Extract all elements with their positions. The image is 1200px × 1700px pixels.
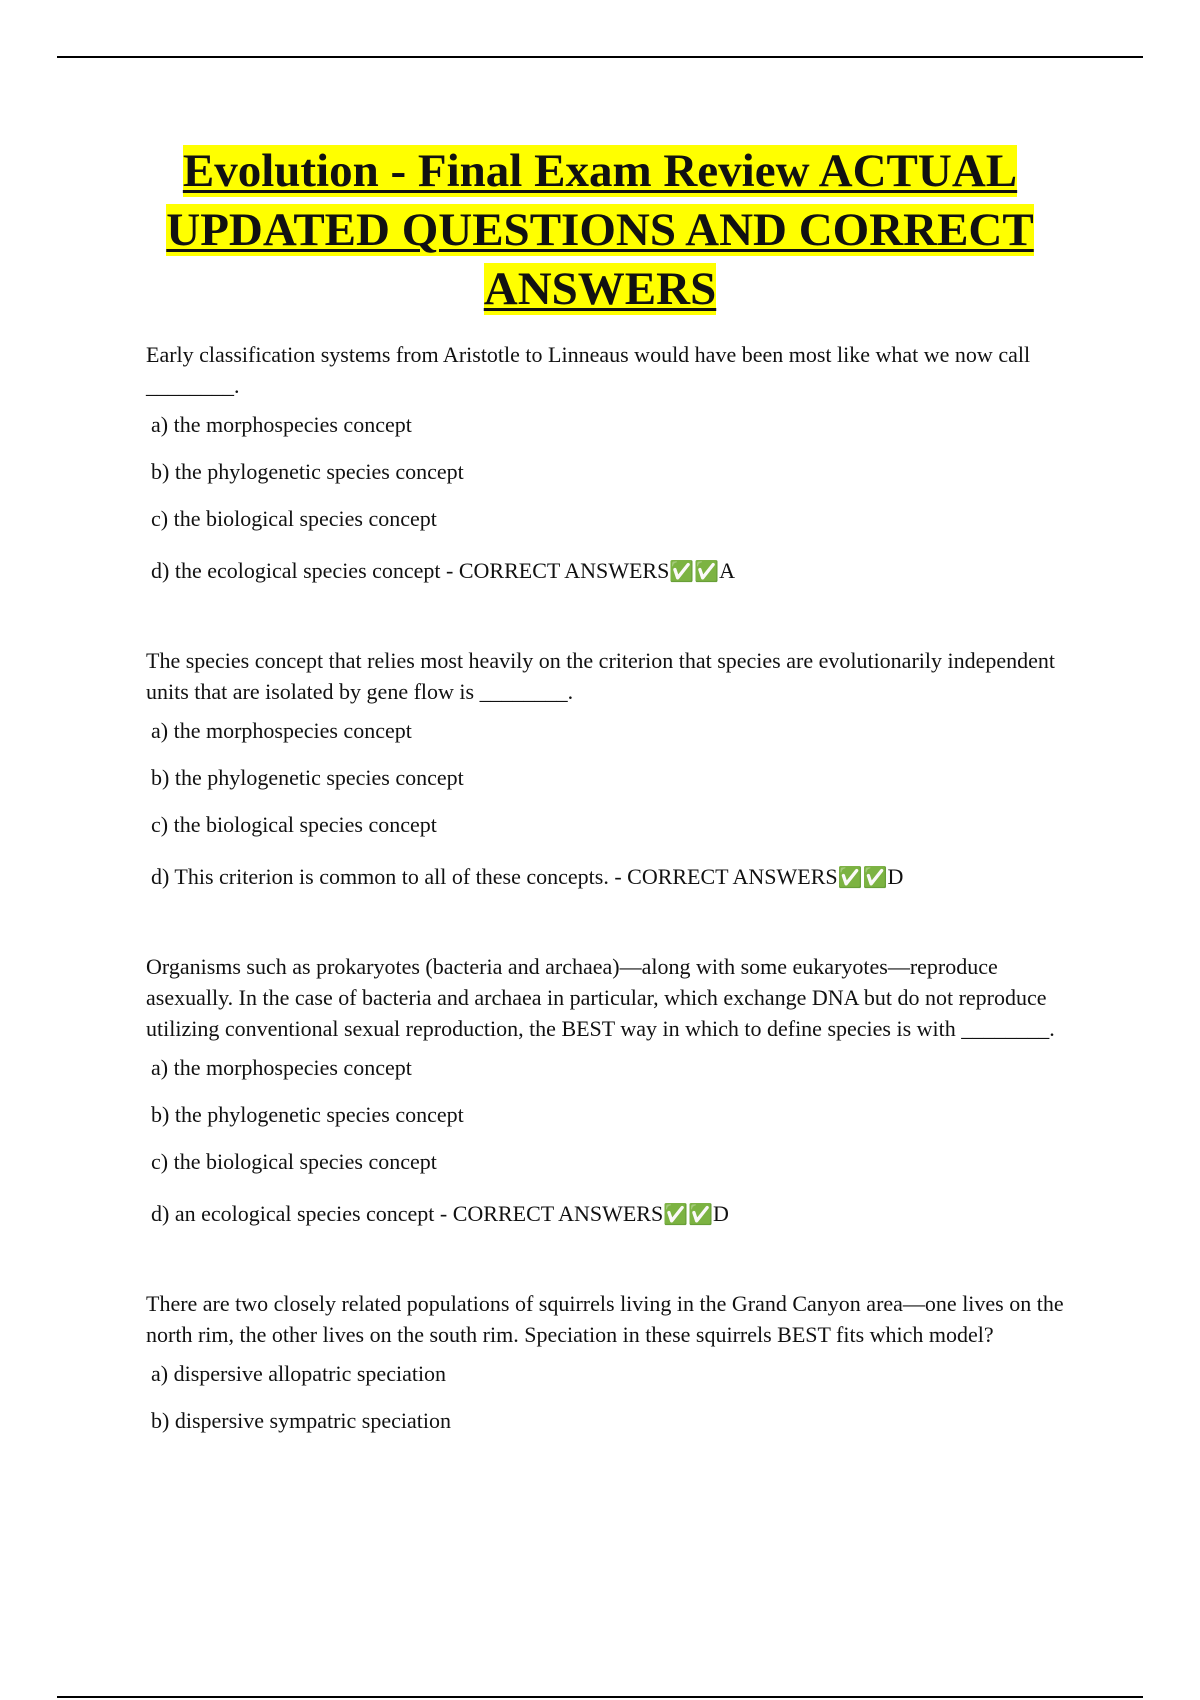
title-line-1: Evolution - Final Exam Review ACTUAL bbox=[182, 145, 1018, 197]
option-b: b) the phylogenetic species concept bbox=[151, 1102, 464, 1127]
check-mark-icon: ✅✅ bbox=[669, 559, 720, 583]
check-mark-icon: ✅✅ bbox=[837, 865, 888, 889]
correct-answer: D bbox=[713, 1201, 729, 1226]
question-2 bbox=[146, 645, 1076, 891]
option-b: b) the phylogenetic species concept bbox=[151, 459, 464, 484]
header-rule bbox=[57, 56, 1143, 58]
document-title bbox=[100, 142, 1100, 319]
question-4 bbox=[146, 1288, 1076, 1434]
correct-answer: D bbox=[887, 864, 904, 889]
option-b: b) dispersive sympatric speciation bbox=[151, 1408, 451, 1433]
option-c: c) the biological species concept bbox=[151, 812, 437, 837]
check-mark-icon: ✅✅ bbox=[663, 1202, 714, 1226]
option-d-with-answer bbox=[151, 557, 1076, 585]
option-a: a) the morphospecies concept bbox=[151, 1055, 412, 1080]
correct-answer: A bbox=[719, 558, 736, 583]
question-1 bbox=[146, 339, 1076, 585]
question-prompt: Early classification systems from Aristotle to Linneaus would have been most like what we now call ________. bbox=[146, 342, 1031, 398]
option-c: c) the biological species concept bbox=[151, 1149, 437, 1174]
option-a: a) the morphospecies concept bbox=[151, 718, 412, 743]
option-a: a) the morphospecies concept bbox=[151, 412, 412, 437]
option-d-text: d) the ecological species concept - CORRECT ANSWERS bbox=[151, 558, 670, 583]
question-prompt: There are two closely related populations of squirrels living in the Grand Canyon area—one lives on the north rim, the other lives on the south rim. Speciation in these squirrels BEST fits which model? bbox=[146, 1291, 1064, 1347]
question-list bbox=[146, 339, 1076, 1454]
question-prompt: The species concept that relies most heavily on the criterion that species are evolutionarily independent units that are isolated by gene flow is ________. bbox=[146, 648, 1056, 704]
option-d-with-answer bbox=[151, 1200, 1076, 1228]
option-d-with-answer bbox=[151, 863, 1076, 891]
question-prompt: Organisms such as prokaryotes (bacteria and archaea)—along with some eukaryotes—reproduce asexually. In the case of bacteria and archaea in particular, which exchange DNA but do not reproduce utilizing conventional sexual reproduction, the BEST way in which to define species is with ________. bbox=[146, 954, 1055, 1041]
option-c: c) the biological species concept bbox=[151, 506, 437, 531]
question-3 bbox=[146, 951, 1076, 1228]
option-d-text: d) This criterion is common to all of these concepts. - CORRECT ANSWERS bbox=[151, 864, 838, 889]
footer-rule bbox=[57, 1696, 1143, 1698]
title-line-2: UPDATED QUESTIONS AND CORRECT bbox=[166, 204, 1034, 256]
option-b: b) the phylogenetic species concept bbox=[151, 765, 464, 790]
title-line-3: ANSWERS bbox=[483, 263, 717, 315]
option-d-text: d) an ecological species concept - CORRECT ANSWERS bbox=[151, 1201, 664, 1226]
option-a: a) dispersive allopatric speciation bbox=[151, 1361, 447, 1386]
